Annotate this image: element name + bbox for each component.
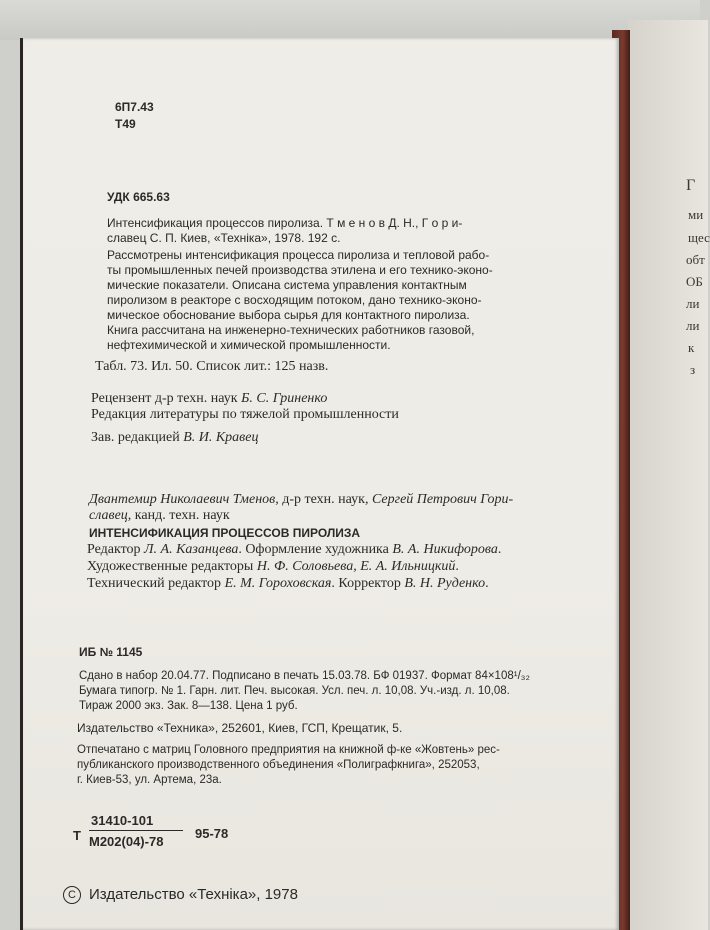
abstract-line: ты промышленных печей производства этилена и его технико-эконо- [107,263,493,277]
editor-in-chief-name: В. И. Кравец [183,430,259,445]
facing-page-fragment: щес [688,230,710,245]
index-letter: Т [73,828,81,843]
facing-page-fragment: ми [688,207,704,222]
credit-line [87,542,501,557]
abstract-line: Книга рассчитана на инженерно-технических работников газовой, [107,323,475,337]
print-info-line: Бумага типогр. № 1. Гарн. лит. Печ. высокая. Усл. печ. л. 10,08. Уч.-изд. л. 10,08. [79,685,510,697]
credit-label: Технический редактор [87,576,225,591]
print-info-line: Тираж 2000 экз. Зак. 8—138. Цена 1 руб. [79,700,298,712]
authors-line [89,492,513,507]
reviewer-label: Рецензент д-р техн. наук [91,391,242,406]
copyright-icon: С [63,886,81,904]
index-numerator: 31410-101 [91,813,154,828]
author-name: Двантемир Николаевич Тменов, [89,492,279,507]
reviewer-name: Б. С. Гриненко [241,391,328,406]
credit-name: Е. М. Гороховская [224,576,332,591]
abstract-line: пиролизом в реакторе с восходящим потоком, дано технико-эконо- [107,293,482,307]
credit-label: Редактор [87,542,145,557]
background-top [0,0,700,40]
credit-punct: . [497,542,502,557]
facing-page-fragment: Г [686,177,696,194]
authors-line [89,508,230,523]
facing-page-fragment: ОБ [686,274,703,289]
print-info-line: Сдано в набор 20.04.77. Подписано в печать 15.03.78. БФ 01937. Формат 84×108¹/₃₂ [79,670,530,682]
credit-name: Н. Ф. Соловьева, Е. А. Ильницкий [256,559,456,574]
abstract-line: нефтехимической и химической промышленности. [107,338,391,352]
copyright-text: Издательство «Техніка», 1978 [89,885,298,903]
index-denominator: М202(04)-78 [89,834,164,849]
abstract-line: славец С. П. Киев, «Техніка», 1978. 192 с. [107,231,341,245]
copyright-line [63,886,298,904]
credit-punct: . [455,559,459,574]
credit-label: Художественные редакторы [87,559,257,574]
facing-page-fragment: ли [686,296,700,311]
publisher-address: Издательство «Техника», 252601, Киев, ГСП, Крещатик, 5. [77,721,403,735]
printer-line: Отпечатано с матриц Головного предприятия на книжной ф-ке «Жовтень» рес- [77,744,500,756]
fraction-bar [89,830,183,831]
credit-label: . Корректор [331,576,405,591]
facing-page-fragment: обт [686,252,705,267]
editorial-office: Редакция литературы по тяжелой промышленности [91,407,399,422]
classification-code: Т49 [115,117,136,131]
author-degree: канд. техн. наук [131,508,230,523]
abstract-line: Интенсификация процессов пиролиза. Т м е н о в Д. Н., Г о р и- [107,216,463,230]
ib-number: ИБ № 1145 [79,645,143,659]
printer-line: г. Киев-53, ул. Артема, 23а. [77,774,222,786]
classification-code: 6П7.43 [115,100,154,114]
facing-page-fragment: з [690,362,696,377]
credit-name: В. Н. Руденко [404,576,486,591]
editor-in-chief-label: Зав. редакцией [91,430,184,445]
author-degree: д-р техн. наук, [278,492,372,507]
facing-page-fragment: ли [686,318,700,333]
stats-line: Табл. 73. Ил. 50. Список лит.: 125 назв. [95,359,329,374]
abstract-line: мические показатели. Описана система управления контактным [107,278,467,292]
book-title: ИНТЕНСИФИКАЦИЯ ПРОЦЕССОВ ПИРОЛИЗА [89,526,361,540]
author-name: Сергей Петрович Гори- [371,492,514,507]
credit-name: Л. А. Казанцева [144,542,239,557]
index-series-code: 95-78 [195,826,229,841]
credit-line [87,559,459,574]
credit-name: В. А. Никифорова [392,542,498,557]
reviewer-line [91,391,327,406]
facing-page-fragment: к [688,340,695,355]
credit-line [87,576,489,591]
author-name: славец, [89,508,132,523]
credit-label: . Оформление художника [238,542,393,557]
udk-code: УДК 665.63 [107,190,170,204]
abstract-line: мическое обоснование выбора сырья для контактного пиролиза. [107,308,470,322]
facing-page [628,20,708,930]
credit-punct: . [485,576,489,591]
book-page [20,38,619,930]
printer-line: публиканского производственного объединения «Полиграфкнига», 252053, [77,759,480,771]
editor-in-chief-line [91,430,258,445]
abstract-line: Рассмотрены интенсификация процесса пиролиза и тепловой рабо- [107,248,490,262]
